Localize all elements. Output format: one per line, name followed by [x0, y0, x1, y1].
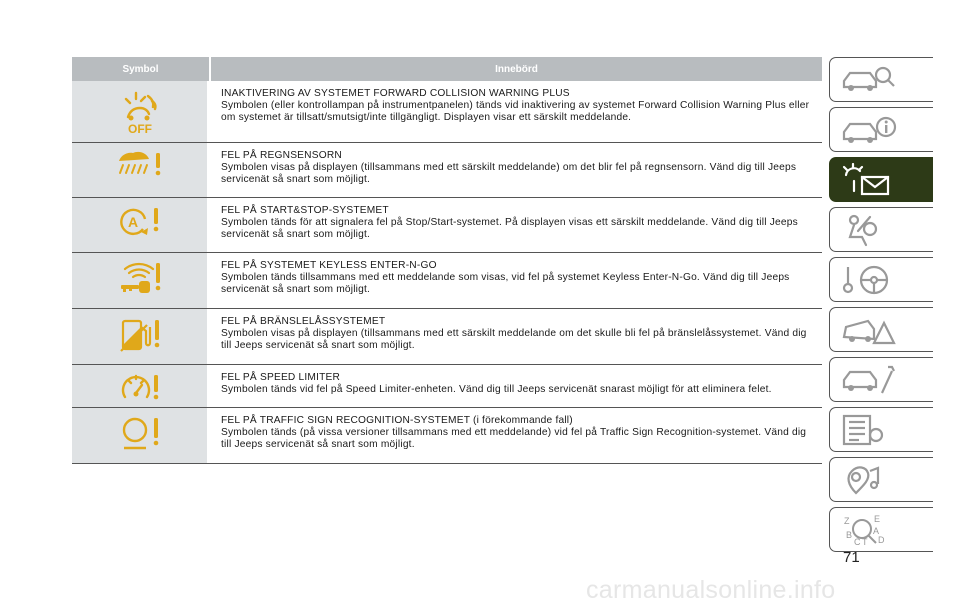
steering-wheel-key-icon	[840, 263, 900, 297]
forward-collision-off-icon	[118, 87, 162, 137]
car-service-icon	[840, 363, 900, 397]
table-row	[72, 81, 822, 143]
row-title: FEL PÅ REGNSENSORN	[221, 150, 342, 161]
table-header	[72, 57, 822, 81]
row-title: FEL PÅ SPEED LIMITER	[221, 372, 341, 383]
index-letter: T	[862, 536, 868, 547]
footer-watermark: carmanualsonline.info	[586, 576, 836, 604]
table-row	[72, 198, 822, 253]
row-description: Symbolen tänds (på vissa versioner tillsammans med ett meddelande) vid fel på Traffic Sign Recognition-systemet. Vänd dig till Jeeps servicenät så snart som möjligt.	[221, 427, 807, 451]
keyless-enter-n-go-fault-icon	[115, 259, 165, 297]
warning-lights-messages-icon	[840, 163, 900, 197]
tab-warning-lights-messages[interactable]	[829, 157, 933, 202]
table-row	[72, 365, 822, 408]
row-description: Symbolen tänds för att signalera fel på Stop/Start-systemet. På displayen visas ett särskilt meddelande. Vänd dig till Jeeps servicenät så snart som möjligt.	[221, 217, 798, 241]
row-title: INAKTIVERING AV SYSTEMET FORWARD COLLISION WARNING PLUS	[221, 88, 570, 99]
rain-sensor-fault-icon	[115, 149, 165, 185]
traffic-sign-recognition-fault-icon	[117, 414, 163, 452]
row-description: Symbolen (eller kontrollampan på instrumentpanelen) tänds vid inaktivering av systemet Forward Collision Warning Plus eller om systemet är tillsatt/smutsigt/inte tillgängligt. Displayen visar ett särskilt meddelande.	[221, 100, 810, 124]
chapter-tabs	[829, 57, 935, 557]
car-info-icon	[840, 113, 900, 147]
tab-car-info[interactable]	[829, 107, 933, 152]
start-stop-fault-icon	[117, 204, 163, 240]
header-symbol: Symbol	[72, 57, 211, 81]
car-emergency-icon	[840, 313, 900, 347]
fuel-system-fault-icon	[117, 315, 163, 355]
speed-limiter-fault-icon	[117, 371, 163, 405]
tab-car-search[interactable]	[829, 57, 933, 102]
tab-technical-data[interactable]	[829, 407, 933, 452]
row-title: FEL PÅ BRÄNSLELÅSSYSTEMET	[221, 316, 386, 327]
index-letter: A	[873, 525, 880, 536]
header-meaning: Innebörd	[495, 63, 538, 75]
table-row	[72, 408, 822, 464]
svg-text:OFF: OFF	[127, 122, 152, 136]
warning-lights-table	[72, 57, 822, 464]
row-description: Symbolen visas på displayen (tillsammans med ett särskilt meddelande) om det blir fel på regnsensorn. Vänd dig till Jeeps servicenät så snart som möjligt.	[221, 162, 797, 186]
seat-airbag-icon	[840, 213, 900, 247]
technical-data-icon	[840, 413, 900, 447]
tab-steering-wheel-key[interactable]	[829, 257, 933, 302]
row-title: FEL PÅ TRAFFIC SIGN RECOGNITION-SYSTEMET (i förekommande fall)	[221, 415, 573, 426]
svg-text:A: A	[127, 214, 138, 230]
tab-car-emergency[interactable]	[829, 307, 933, 352]
row-description: Symbolen tänds vid fel på Speed Limiter-enheten. Vänd dig till Jeeps servicenät snarast möjligt för att eliminera felet.	[221, 384, 772, 396]
table-row	[72, 143, 822, 198]
table-row	[72, 253, 822, 309]
index-letter: Z	[844, 515, 850, 526]
table-row	[72, 309, 822, 365]
row-title: FEL PÅ START&STOP-SYSTEMET	[221, 205, 389, 216]
multimedia-icon	[840, 463, 900, 497]
tab-seat-airbag[interactable]	[829, 207, 933, 252]
row-description: Symbolen visas på displayen (tillsammans med ett särskilt meddelande om det skulle bli fel på bränslelåssystemet. Vänd dig till Jeeps servicenät så snart som möjligt.	[221, 328, 807, 352]
index-letter: B	[846, 529, 853, 540]
row-title: FEL PÅ SYSTEMET KEYLESS ENTER-N-GO	[221, 260, 437, 271]
row-description: Symbolen tänds tillsammans med ett meddelande som visas, vid fel på systemet Keyless Enter-N-Go. Vänd dig till Jeeps servicenät så snart som möjligt.	[221, 272, 790, 296]
tab-car-service[interactable]	[829, 357, 933, 402]
tab-index[interactable]	[829, 507, 933, 552]
index-letter: D	[878, 534, 885, 545]
index-letter: C	[854, 536, 861, 547]
car-search-icon	[840, 63, 900, 97]
index-letter: E	[874, 513, 881, 524]
tab-multimedia[interactable]	[829, 457, 933, 502]
page-number: 71	[843, 549, 860, 566]
index-icon	[840, 513, 900, 547]
